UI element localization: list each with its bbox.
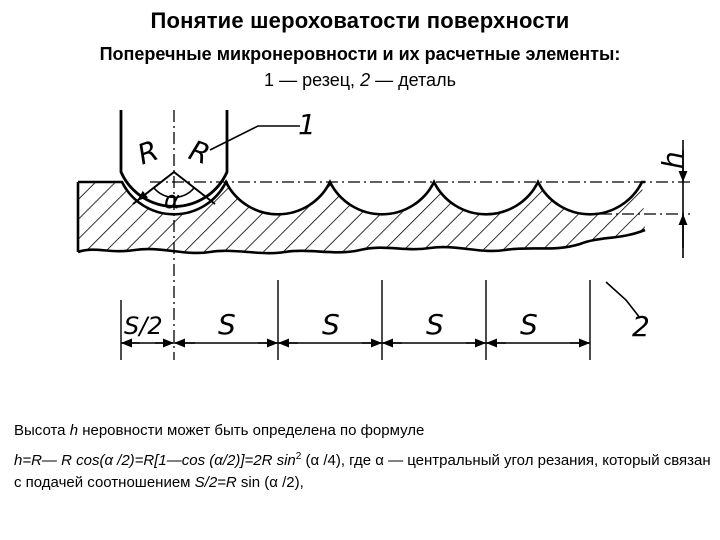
legend-part-number: 2 — [360, 70, 371, 90]
label-cutter: 1 — [298, 108, 316, 141]
label-feed-4: S — [520, 308, 538, 341]
label-part: 2 — [632, 310, 650, 343]
explanation-line-1: Высота h неровности может быть определена по формуле — [14, 422, 425, 439]
label-radius-right: R — [184, 133, 215, 172]
legend-part-text: — деталь — [370, 70, 456, 90]
page-subtitle: Поперечные микронеровности и их расчетные элементы: — [99, 44, 621, 64]
label-half-feed: S/2 — [124, 312, 163, 340]
label-feed-2: S — [322, 308, 340, 341]
leader-cutter — [210, 126, 300, 150]
radius-line-right — [174, 172, 215, 204]
label-feed-3: S — [426, 308, 444, 341]
radius-arrow — [138, 178, 166, 200]
legend-cutter-text: — резец, — [274, 70, 361, 90]
label-radius-left: R — [133, 133, 163, 172]
explanation-text — [14, 420, 714, 502]
label-angle: α — [164, 186, 180, 214]
label-height: h — [656, 151, 689, 169]
page-title: Понятие шероховатости поверхности — [150, 8, 570, 33]
formula-paragraph: h=R— R cos(α /2)=R[1—cos (α/2)]=2R $\sin^2 (\alpha$ /4), где α — центральный угол резания, который связан с подачей соотношением S/2=R sin (α /2), — [14, 451, 711, 491]
legend-cutter-number: 1 — [264, 70, 275, 90]
label-feed-1: S — [218, 308, 236, 341]
